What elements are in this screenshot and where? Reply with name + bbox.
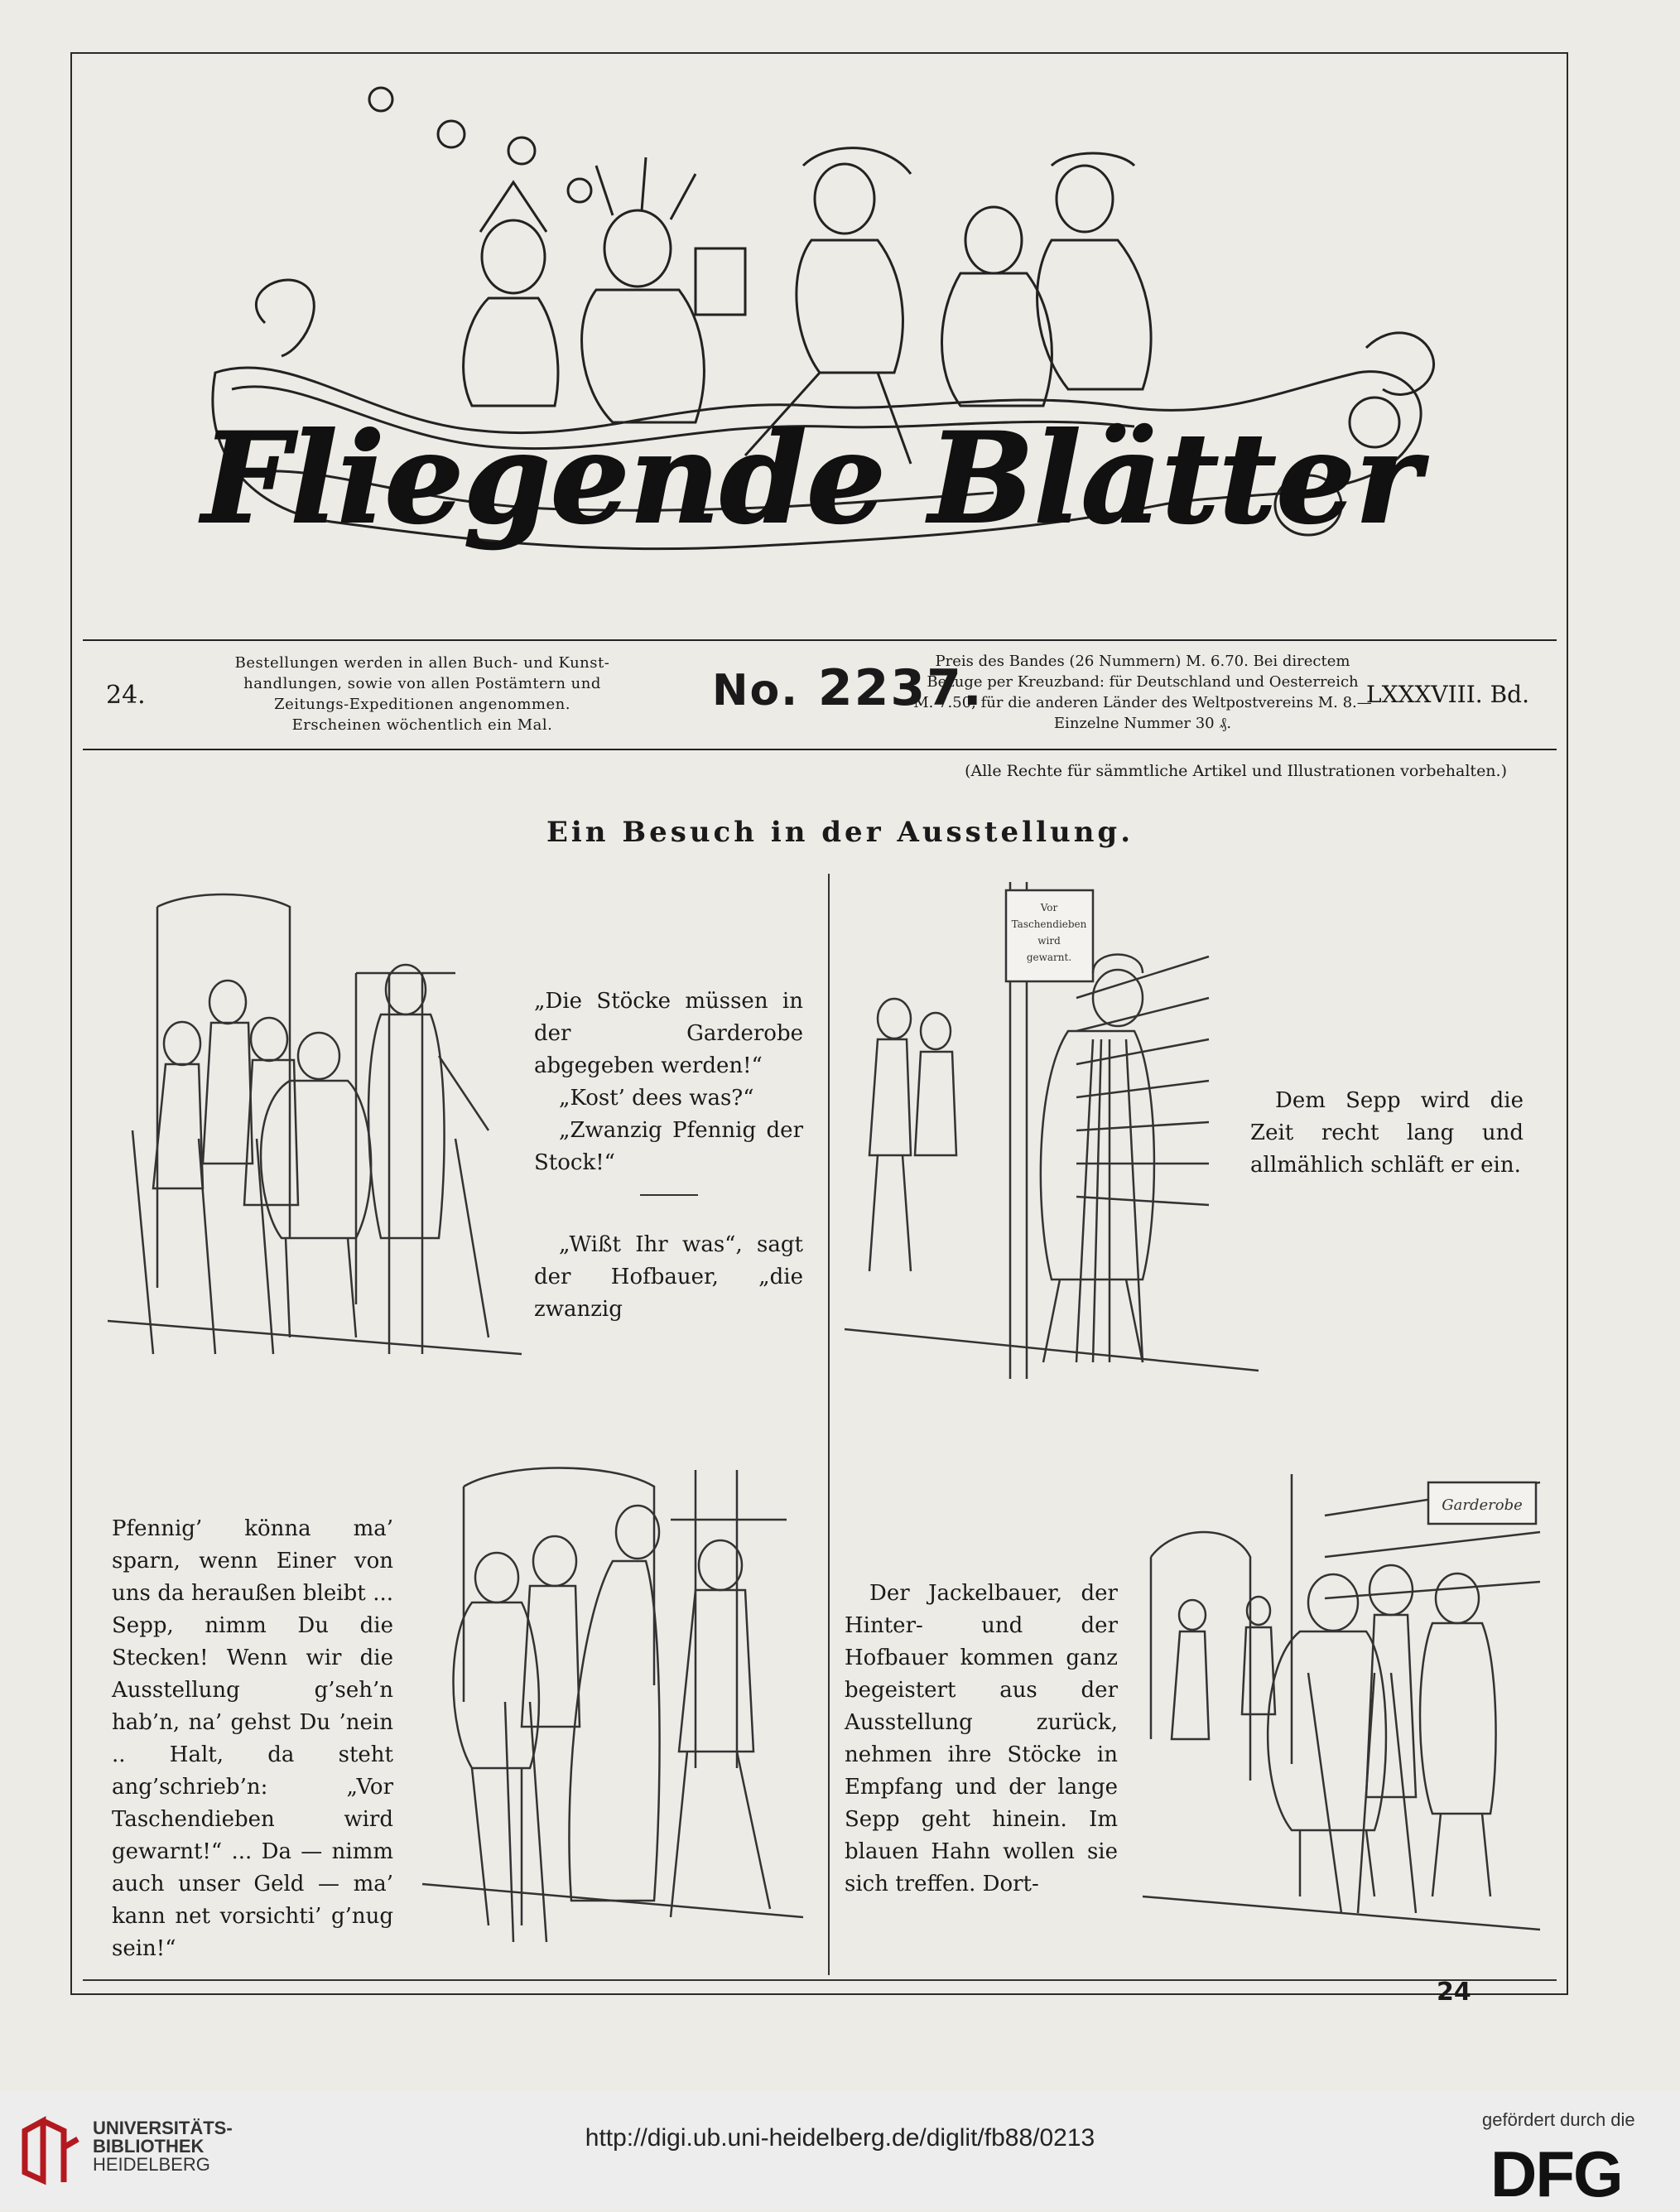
text-separator xyxy=(640,1194,698,1196)
text-block-3: Pfennig’ könna ma’ sparn, wenn Einer von uns da heraußen bleibt ... Sepp, nimm Du die Stecken! Wenn wir die Ausstellung g’seh’n hab’n, na’ gehst Du ’nein .. Halt, da steht ang’schrieb’n: „Vor Taschendieben wird gewarnt!“ ... Da — nimm auch unser Geld — ma’ kann net vorsichti’ g’nug sein!“ xyxy=(112,1516,393,1961)
svg-text:Garderobe: Garderobe xyxy=(1442,1496,1523,1514)
masthead-title: Fliegende Blätter xyxy=(202,406,1421,552)
article-title: Ein Besuch in der Ausstellung. xyxy=(546,816,1134,849)
price-info: Preis des Bandes (26 Nummern) M. 6.70. Bei directem Bezuge per Kreuzband: für Deutschland und Oesterreich M. 7.50, für die anderen Länder des Weltpostvereins M. 8.— Einzelne Nummer 30 ₰. xyxy=(913,653,1372,732)
bottom-rule xyxy=(83,1979,1557,1981)
svg-text:Vor: Vor xyxy=(1040,902,1058,913)
rights-notice: (Alle Rechte für sämmtliche Artikel und Illustrationen vorbehalten.) xyxy=(965,762,1507,780)
issue-number: No. 2237. xyxy=(712,659,984,717)
svg-text:Taschendieben: Taschendieben xyxy=(1011,918,1087,930)
footer-bar xyxy=(0,2091,1680,2210)
svg-text:wird: wird xyxy=(1037,935,1061,947)
text-block-2: Dem Sepp wird die Zeit recht lang und allmählich schläft er ein. xyxy=(1250,1088,1524,1178)
funded-by-label: gefördert durch die xyxy=(1482,2109,1635,2130)
column-divider xyxy=(828,874,830,1975)
volume-label: LXXXVIII. Bd. xyxy=(1366,681,1529,708)
order-info: Bestellungen werden in allen Buch- und Kunst- handlungen, sowie von allen Postämtern und Zeitungs-Expeditionen angenommen. Erscheinen wöchentlich ein Mal. xyxy=(234,654,610,734)
issue-count: 24. xyxy=(106,681,146,710)
text-block-4: Der Jackelbauer, der Hinter- und der Hofbauer kommen ganz begeistert aus der Ausstellung zurück, nehmen ihre Stöcke in Empfang und der lange Sepp geht hinein. Im blauen Hahn wollen sie sich treffen. Dort- xyxy=(845,1581,1118,1896)
illustration-four-peasants xyxy=(422,1453,803,1942)
svg-text:gewarnt.: gewarnt. xyxy=(1026,952,1072,963)
text-block-1: „Die Stöcke müssen in der Garderobe abgegeben werden!“ „Kost’ dees was?“ „Zwanzig Pfennig der Stock!“ „Wißt Ihr was“, sagt der Hofbauer, „die zwanzig xyxy=(534,989,803,1322)
page-number: 24 xyxy=(1437,1978,1471,2007)
source-url-link[interactable]: http://digi.ub.uni-heidelberg.de/diglit/fb88/0213 xyxy=(585,2124,1095,2152)
masthead-info-row xyxy=(83,639,1557,750)
dfg-logo: DFG xyxy=(1490,2137,1622,2210)
library-name: UNIVERSITÄTS- BIBLIOTHEK HEIDELBERG xyxy=(93,2118,233,2175)
illustration-garderobe-guard xyxy=(108,890,522,1404)
illustration-sepp-asleep xyxy=(845,882,1259,1387)
illustration-returning xyxy=(1143,1466,1540,1938)
masthead-illustration xyxy=(166,75,1457,613)
